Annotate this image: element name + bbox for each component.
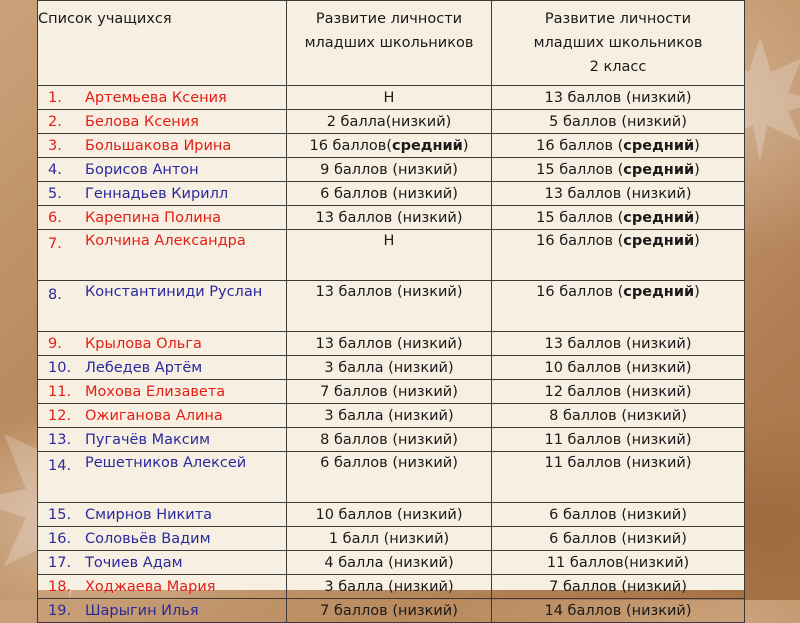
- score-text: 15 баллов (: [536, 209, 624, 226]
- student-name: Колчина Александра: [85, 233, 246, 249]
- student-name: Крылова Ольга: [85, 335, 202, 352]
- row-number: 1.: [48, 89, 62, 106]
- score-text: 7 баллов (низкий): [549, 578, 687, 595]
- score-dev-cell: [287, 230, 492, 281]
- score-level-bold: средний: [391, 137, 463, 154]
- score-dev-cell: [287, 356, 492, 380]
- student-name-cell: [38, 230, 287, 281]
- row-number: 13.: [48, 431, 72, 448]
- student-name: Пугачёв Максим: [85, 431, 211, 448]
- score-dev-grade2-cell: [492, 86, 745, 110]
- score-dev-grade2-cell: [492, 134, 745, 158]
- score-dev-cell: [287, 206, 492, 230]
- score-text: 14 баллов (низкий): [544, 602, 692, 619]
- table-row: [38, 380, 745, 404]
- score-level-bold: средний: [623, 284, 695, 300]
- score-text: 11 баллов(низкий): [546, 554, 690, 571]
- score-text: 6 баллов (низкий): [549, 530, 687, 547]
- table-row: [38, 428, 745, 452]
- table-row: [38, 110, 745, 134]
- table-row: [38, 182, 745, 206]
- table-header-row: [38, 1, 745, 86]
- row-number: 3.: [48, 137, 62, 154]
- score-dev-grade2-cell: [492, 182, 745, 206]
- student-name: Ходжаева Мария: [85, 578, 216, 595]
- table-row: [38, 332, 745, 356]
- score-text: 10 баллов (низкий): [315, 506, 463, 523]
- header-student-list-label: Список учащихся: [38, 11, 172, 27]
- score-dev-grade2-cell: [492, 332, 745, 356]
- header-dev2-line2: младших школьников: [533, 35, 703, 51]
- header-dev2-line3: 2 класс: [589, 59, 647, 75]
- score-text: 13 баллов (низкий): [544, 89, 692, 106]
- score-dev-grade2-cell: [492, 158, 745, 182]
- score-dev-cell: [287, 182, 492, 206]
- student-name: Смирнов Никита: [85, 506, 213, 523]
- student-name-cell: [38, 110, 287, 134]
- student-name-cell: [38, 599, 287, 623]
- table-row: [38, 575, 745, 599]
- row-number: 17.: [48, 554, 72, 571]
- row-number: 11.: [48, 383, 72, 400]
- score-text: 15 баллов (: [536, 161, 624, 178]
- row-number: 10.: [48, 359, 72, 376]
- score-text: Н: [383, 89, 395, 106]
- table-row: [38, 281, 745, 332]
- student-name: Соловьёв Вадим: [85, 530, 211, 547]
- score-text-end: ): [694, 209, 700, 226]
- score-level-bold: средний: [623, 209, 695, 226]
- row-number: 12.: [48, 407, 72, 424]
- student-name: Мохова Елизавета: [85, 383, 226, 400]
- score-text: 2 балла(низкий): [326, 113, 452, 130]
- score-dev-grade2-cell: [492, 551, 745, 575]
- score-dev-grade2-cell: [492, 404, 745, 428]
- row-number: 6.: [48, 209, 62, 226]
- score-text: 13 баллов (низкий): [544, 335, 692, 352]
- score-text: 3 балла (низкий): [324, 407, 454, 424]
- student-name: Лебедев Артём: [85, 359, 203, 376]
- score-level-bold: средний: [623, 137, 695, 154]
- student-name: Белова Ксения: [85, 113, 199, 130]
- student-name-cell: [38, 134, 287, 158]
- score-dev-cell: [287, 110, 492, 134]
- score-dev-grade2-cell: [492, 110, 745, 134]
- student-name-cell: [38, 527, 287, 551]
- table-row: [38, 158, 745, 182]
- table-row: [38, 230, 745, 281]
- student-name: Артемьева Ксения: [85, 89, 227, 106]
- header-personality-dev: [287, 1, 492, 86]
- score-dev-grade2-cell: [492, 527, 745, 551]
- score-dev-cell: [287, 452, 492, 503]
- score-dev-cell: [287, 575, 492, 599]
- row-number: 18.: [48, 578, 72, 595]
- score-text: 13 баллов (низкий): [315, 335, 463, 352]
- score-dev-grade2-cell: [492, 575, 745, 599]
- score-text: 16 баллов (: [536, 137, 624, 154]
- score-text-end: ): [694, 137, 700, 154]
- score-text: 6 баллов (низкий): [320, 455, 458, 471]
- score-dev-cell: [287, 404, 492, 428]
- student-name-cell: [38, 452, 287, 503]
- student-name-cell: [38, 158, 287, 182]
- student-name-cell: [38, 206, 287, 230]
- table-row: [38, 551, 745, 575]
- score-text: 3 балла (низкий): [324, 359, 454, 376]
- score-text: 5 баллов (низкий): [549, 113, 687, 130]
- score-text: 1 балл (низкий): [328, 530, 450, 547]
- score-text: 8 баллов (низкий): [320, 431, 458, 448]
- score-dev-cell: [287, 428, 492, 452]
- score-dev-grade2-cell: [492, 281, 745, 332]
- score-text-end: ): [694, 284, 700, 300]
- score-text: 7 баллов (низкий): [320, 602, 458, 619]
- table-row: [38, 527, 745, 551]
- score-text-end: ): [694, 233, 700, 249]
- score-text: 10 баллов (низкий): [544, 359, 692, 376]
- score-dev-cell: [287, 503, 492, 527]
- score-dev-cell: [287, 332, 492, 356]
- score-dev-cell: [287, 380, 492, 404]
- student-name: Шарыгин Илья: [85, 602, 199, 619]
- score-dev-cell: [287, 599, 492, 623]
- student-name: Геннадьев Кирилл: [85, 185, 229, 202]
- score-dev-cell: [287, 551, 492, 575]
- score-dev-grade2-cell: [492, 230, 745, 281]
- student-name-cell: [38, 281, 287, 332]
- score-level-bold: средний: [623, 233, 695, 249]
- score-dev-grade2-cell: [492, 599, 745, 623]
- score-text-end: ): [694, 161, 700, 178]
- student-name: Большакова Ирина: [85, 137, 232, 154]
- table-row: [38, 599, 745, 623]
- student-name-cell: [38, 551, 287, 575]
- results-table-panel: [37, 0, 744, 619]
- row-number: 15.: [48, 506, 72, 523]
- student-name-cell: [38, 332, 287, 356]
- row-number: 5.: [48, 185, 62, 202]
- score-dev-cell: [287, 281, 492, 332]
- student-name-cell: [38, 86, 287, 110]
- score-dev-grade2-cell: [492, 503, 745, 527]
- score-text: 8 баллов (низкий): [549, 407, 687, 424]
- header-dev1-line1: Развитие личности: [315, 11, 463, 27]
- score-text: 4 балла (низкий): [324, 554, 454, 571]
- score-dev-grade2-cell: [492, 452, 745, 503]
- table-row: [38, 206, 745, 230]
- student-name: Борисов Антон: [85, 161, 199, 178]
- row-number: 19.: [48, 602, 72, 619]
- student-name-cell: [38, 503, 287, 527]
- table-row: [38, 356, 745, 380]
- score-text: 7 баллов (низкий): [320, 383, 458, 400]
- row-number: 9.: [48, 335, 62, 352]
- score-text: 13 баллов (низкий): [315, 284, 463, 300]
- student-name: Ожиганова Алина: [85, 407, 223, 424]
- row-number: 14.: [48, 458, 72, 474]
- score-dev-grade2-cell: [492, 356, 745, 380]
- score-text: 16 баллов (: [536, 233, 624, 249]
- student-name-cell: [38, 404, 287, 428]
- score-dev-grade2-cell: [492, 380, 745, 404]
- table-row: [38, 86, 745, 110]
- row-number: 7.: [48, 236, 62, 252]
- student-name-cell: [38, 575, 287, 599]
- score-dev-grade2-cell: [492, 428, 745, 452]
- score-text: 12 баллов (низкий): [544, 383, 692, 400]
- student-name: Карепина Полина: [85, 209, 222, 226]
- score-text: 16 баллов(: [309, 137, 392, 154]
- score-text-end: ): [462, 137, 469, 154]
- score-level-bold: средний: [623, 161, 695, 178]
- score-dev-cell: [287, 86, 492, 110]
- score-text: 16 баллов (: [536, 284, 624, 300]
- student-name-cell: [38, 356, 287, 380]
- row-number: 4.: [48, 161, 62, 178]
- header-student-list: [38, 1, 287, 86]
- score-text: 9 баллов (низкий): [320, 161, 458, 178]
- score-text: 6 баллов (низкий): [549, 506, 687, 523]
- header-personality-dev-grade2: [492, 1, 745, 86]
- table-row: [38, 134, 745, 158]
- score-text: 3 балла (низкий): [324, 578, 454, 595]
- student-name: Константиниди Руслан: [85, 284, 263, 300]
- row-number: 2.: [48, 113, 62, 130]
- header-dev2-line1: Развитие личности: [544, 11, 692, 27]
- score-dev-cell: [287, 527, 492, 551]
- score-text: 13 баллов (низкий): [315, 209, 463, 226]
- score-text: Н: [383, 233, 395, 249]
- score-text: 11 баллов (низкий): [544, 431, 692, 448]
- students-results-table: [37, 0, 745, 623]
- row-number: 8.: [48, 287, 62, 303]
- score-dev-cell: [287, 158, 492, 182]
- header-dev1-line2: младших школьников: [304, 35, 474, 51]
- score-dev-grade2-cell: [492, 206, 745, 230]
- row-number: 16.: [48, 530, 72, 547]
- student-name: Решетников Алексей: [85, 455, 247, 471]
- table-row: [38, 404, 745, 428]
- score-text: 6 баллов (низкий): [320, 185, 458, 202]
- score-text: 11 баллов (низкий): [544, 455, 692, 471]
- student-name-cell: [38, 182, 287, 206]
- score-text: 13 баллов (низкий): [544, 185, 692, 202]
- student-name-cell: [38, 428, 287, 452]
- student-name: Точиев Адам: [85, 554, 183, 571]
- table-row: [38, 503, 745, 527]
- student-name-cell: [38, 380, 287, 404]
- score-dev-cell: [287, 134, 492, 158]
- table-row: [38, 452, 745, 503]
